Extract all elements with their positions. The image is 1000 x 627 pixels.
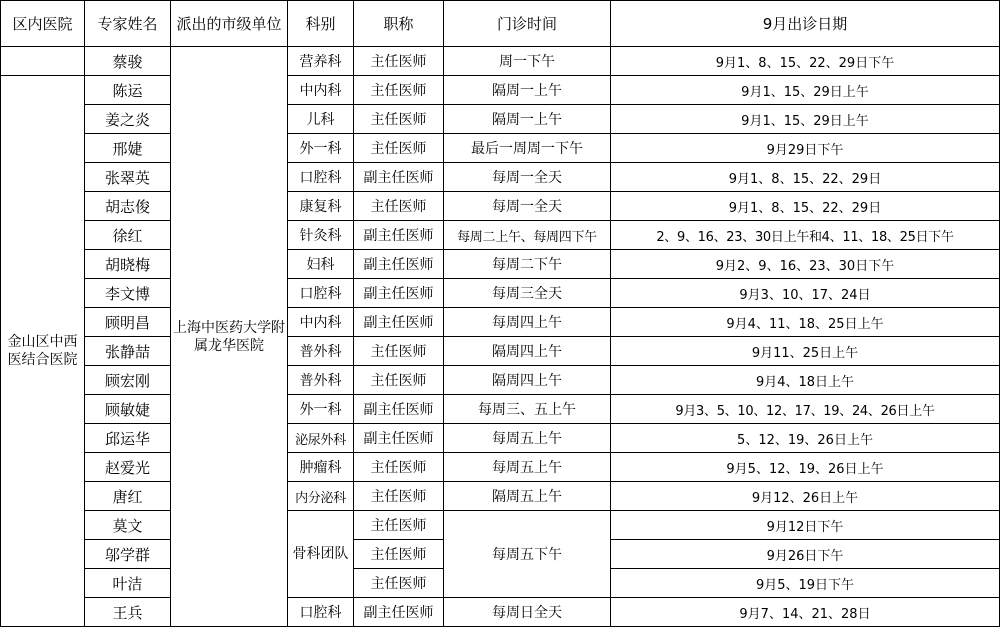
department: 针灸科 (288, 221, 354, 250)
sept-dates: 9月26日下午 (611, 540, 1000, 569)
job-title: 主任医师 (354, 540, 444, 569)
sept-dates: 9月4、18日上午 (611, 366, 1000, 395)
clinic-time: 隔周一上午 (444, 76, 611, 105)
sept-dates: 9月7、14、21、28日 (611, 598, 1000, 627)
expert-name: 邱运华 (85, 424, 171, 453)
department: 普外科 (288, 337, 354, 366)
clinic-time: 每周二上午、每周四下午 (444, 221, 611, 250)
table-row (1, 47, 1000, 76)
expert-name: 邬学群 (85, 540, 171, 569)
clinic-time: 隔周四上午 (444, 337, 611, 366)
table-row (1, 395, 1000, 424)
header-expert-name: 专家姓名 (85, 1, 171, 47)
job-title: 主任医师 (354, 192, 444, 221)
job-title: 主任医师 (354, 47, 444, 76)
job-title: 副主任医师 (354, 279, 444, 308)
department: 口腔科 (288, 598, 354, 627)
header-row (1, 1, 1000, 47)
expert-name: 赵爱光 (85, 453, 171, 482)
department: 康复科 (288, 192, 354, 221)
sept-dates: 9月11、25日上午 (611, 337, 1000, 366)
department: 妇科 (288, 250, 354, 279)
district-hospital-cell: 金山区中西医结合医院 (1, 76, 85, 627)
table-row (1, 598, 1000, 627)
department: 普外科 (288, 366, 354, 395)
group-clinic-time: 每周五下午 (444, 511, 611, 598)
expert-name: 顾明昌 (85, 308, 171, 337)
clinic-time: 每周一全天 (444, 163, 611, 192)
clinic-time: 每周三、五上午 (444, 395, 611, 424)
clinic-time: 每周五上午 (444, 453, 611, 482)
table-row (1, 482, 1000, 511)
job-title: 副主任医师 (354, 221, 444, 250)
job-title: 主任医师 (354, 366, 444, 395)
sept-dates: 9月1、8、15、22、29日 (611, 192, 1000, 221)
expert-name: 胡志俊 (85, 192, 171, 221)
job-title: 副主任医师 (354, 424, 444, 453)
sept-dates: 9月12日下午 (611, 511, 1000, 540)
expert-name: 邢婕 (85, 134, 171, 163)
expert-name: 张静喆 (85, 337, 171, 366)
clinic-time: 每周五上午 (444, 424, 611, 453)
table-row (1, 105, 1000, 134)
expert-name: 蔡骏 (85, 47, 171, 76)
expert-name: 顾宏刚 (85, 366, 171, 395)
expert-name: 莫文 (85, 511, 171, 540)
table-row (1, 453, 1000, 482)
sent-unit-cell: 上海中医药大学附属龙华医院 (171, 47, 288, 627)
expert-name: 徐红 (85, 221, 171, 250)
job-title: 主任医师 (354, 453, 444, 482)
department: 肿瘤科 (288, 453, 354, 482)
group-department: 骨科团队 (288, 511, 354, 598)
job-title: 主任医师 (354, 569, 444, 598)
header-sent-unit: 派出的市级单位 (171, 1, 288, 47)
table-row (1, 279, 1000, 308)
expert-name: 李文博 (85, 279, 171, 308)
expert-name: 陈运 (85, 76, 171, 105)
table-row (1, 511, 1000, 540)
expert-name: 胡晓梅 (85, 250, 171, 279)
clinic-time: 周一下午 (444, 47, 611, 76)
table-row (1, 424, 1000, 453)
clinic-time: 隔周四上午 (444, 366, 611, 395)
department: 中内科 (288, 308, 354, 337)
table-row (1, 308, 1000, 337)
sept-dates: 9月3、10、17、24日 (611, 279, 1000, 308)
expert-name: 王兵 (85, 598, 171, 627)
job-title: 主任医师 (354, 105, 444, 134)
sept-dates: 9月5、19日下午 (611, 569, 1000, 598)
job-title: 主任医师 (354, 511, 444, 540)
sept-dates: 9月1、8、15、22、29日 (611, 163, 1000, 192)
department: 营养科 (288, 47, 354, 76)
expert-name: 叶洁 (85, 569, 171, 598)
sept-dates: 9月12、26日上午 (611, 482, 1000, 511)
table-row (1, 163, 1000, 192)
job-title: 主任医师 (354, 337, 444, 366)
table-row (1, 76, 1000, 105)
job-title: 副主任医师 (354, 308, 444, 337)
sept-dates: 9月1、8、15、22、29日下午 (611, 47, 1000, 76)
department: 外一科 (288, 134, 354, 163)
header-clinic-time: 门诊时间 (444, 1, 611, 47)
department: 内分泌科 (288, 482, 354, 511)
job-title: 副主任医师 (354, 250, 444, 279)
job-title: 主任医师 (354, 482, 444, 511)
clinic-time: 每周一全天 (444, 192, 611, 221)
sept-dates: 9月1、15、29日上午 (611, 76, 1000, 105)
expert-name: 唐红 (85, 482, 171, 511)
table-row (1, 192, 1000, 221)
table-row (1, 221, 1000, 250)
clinic-time: 每周日全天 (444, 598, 611, 627)
clinic-time: 隔周一上午 (444, 105, 611, 134)
header-department: 科别 (288, 1, 354, 47)
department: 口腔科 (288, 163, 354, 192)
job-title: 副主任医师 (354, 395, 444, 424)
sept-dates: 9月3、5、10、12、17、19、24、26日上午 (611, 395, 1000, 424)
table-row (1, 337, 1000, 366)
district-hospital-cell-empty (1, 47, 85, 76)
clinic-time: 隔周五上午 (444, 482, 611, 511)
table-row (1, 366, 1000, 395)
sept-dates: 2、9、16、23、30日上午和4、11、18、25日下午 (611, 221, 1000, 250)
expert-name: 张翠英 (85, 163, 171, 192)
sept-dates: 9月29日下午 (611, 134, 1000, 163)
department: 中内科 (288, 76, 354, 105)
expert-name: 姜之炎 (85, 105, 171, 134)
clinic-time: 每周三全天 (444, 279, 611, 308)
job-title: 主任医师 (354, 134, 444, 163)
header-district-hospital: 区内医院 (1, 1, 85, 47)
sept-dates: 5、12、19、26日上午 (611, 424, 1000, 453)
sept-dates: 9月2、9、16、23、30日下午 (611, 250, 1000, 279)
job-title: 副主任医师 (354, 598, 444, 627)
department: 外一科 (288, 395, 354, 424)
job-title: 主任医师 (354, 76, 444, 105)
clinic-time: 最后一周周一下午 (444, 134, 611, 163)
clinic-time: 每周二下午 (444, 250, 611, 279)
sept-dates: 9月1、15、29日上午 (611, 105, 1000, 134)
job-title: 副主任医师 (354, 163, 444, 192)
clinic-time: 每周四上午 (444, 308, 611, 337)
sept-dates: 9月4、11、18、25日上午 (611, 308, 1000, 337)
header-title: 职称 (354, 1, 444, 47)
department: 儿科 (288, 105, 354, 134)
department: 泌尿外科 (288, 424, 354, 453)
header-sept-dates: 9月出诊日期 (611, 1, 1000, 47)
expert-name: 顾敏婕 (85, 395, 171, 424)
table-row (1, 250, 1000, 279)
table-row (1, 134, 1000, 163)
sept-dates: 9月5、12、19、26日上午 (611, 453, 1000, 482)
department: 口腔科 (288, 279, 354, 308)
